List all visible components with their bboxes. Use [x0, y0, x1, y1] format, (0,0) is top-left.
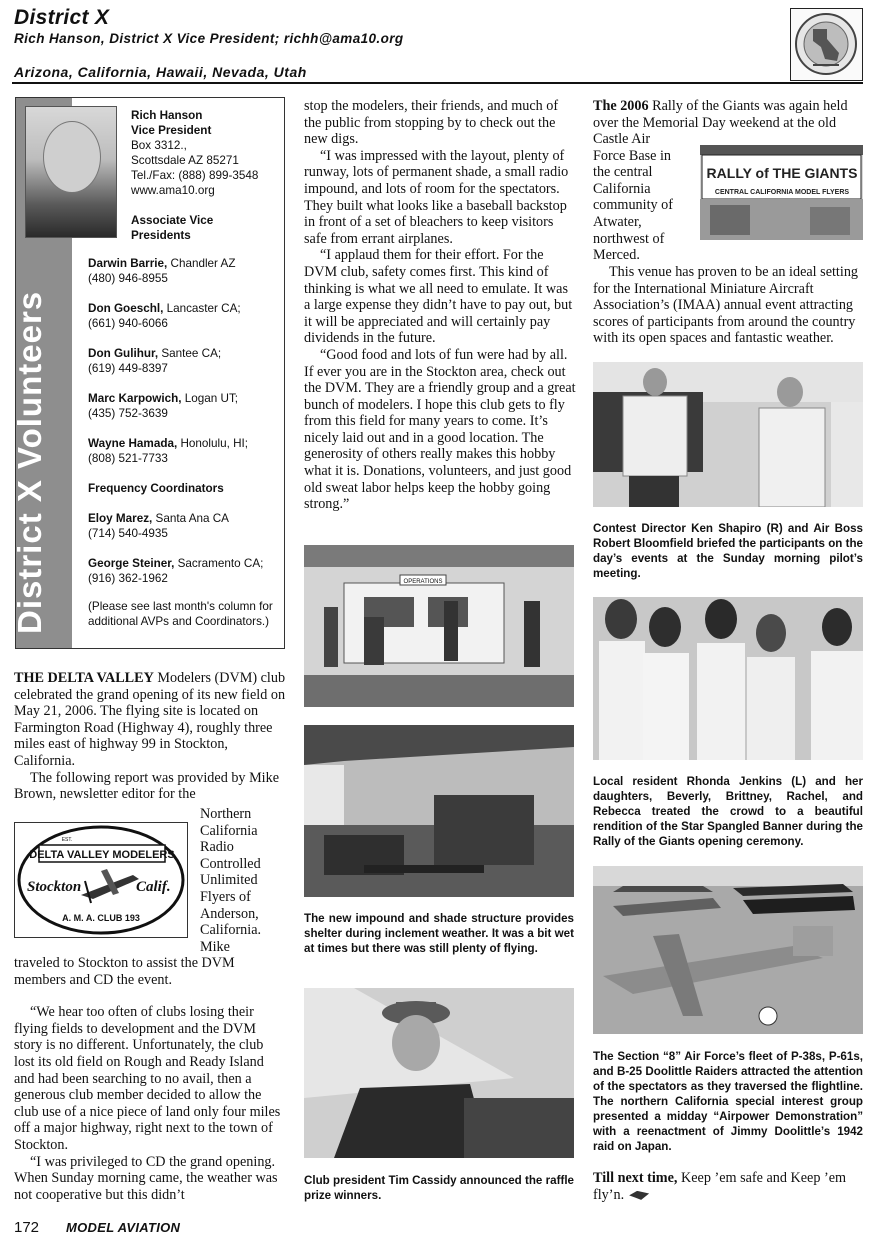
caption-pilots-meeting: Contest Director Ken Shapiro (R) and Air Boss Robert Bloomfield briefed the participants on the day’s events at the Sunday morning pilot’s meeting. — [593, 522, 863, 580]
article-column-1-cont — [14, 955, 286, 1203]
paragraph: traveled to Stockton to assist the DVM members and CD the event. — [14, 955, 235, 988]
volunteer-entry: Marc Karpowich, Logan UT; (435) 752-3639 — [88, 392, 239, 420]
club-logo — [14, 822, 188, 938]
article-column-3 — [593, 98, 865, 131]
shade-structure-photo — [304, 725, 574, 897]
paragraph: The following report was provided by Mike Brown, newsletter editor for the — [14, 769, 280, 803]
volunteer-list — [88, 256, 283, 629]
operations-sign: OPERATIONS — [403, 579, 443, 585]
rally-banner-text: RALLY of THE GIANTS — [706, 165, 858, 181]
volunteers-box — [11, 97, 285, 649]
volunteer-entry: George Steiner, Sacramento CA; (916) 362-1962 — [88, 557, 264, 585]
paragraph: stop the modelers, their friends, and much of the public from stopping by to check out the new digs. — [304, 98, 559, 148]
paragraph: The 2006 Rally of the Giants was again held over the Memorial Day weekend at the old — [593, 98, 848, 131]
volunteers-band-label: District X Volunteers — [11, 290, 48, 634]
paragraph: “I was privileged to CD the grand opening. When Sunday morning came, the weather was not cooperative but this didn’t — [14, 1153, 278, 1203]
club-logo-left: Stockton — [27, 879, 82, 895]
article-column-3-cont — [593, 264, 865, 347]
district-emblem-logo — [790, 8, 863, 81]
caption-impound: The new impound and shade structure provides shelter during inclement weather. It was a bit wet at times but there was still plenty of flying. — [304, 912, 574, 955]
operations-building-photo — [304, 545, 574, 707]
paragraph: “I applaud them for their effort. For the DVM club, safety comes first. This kind of thinking is what we all need to emulate. It was a large expense they didn’t have to pay out, but it will be appreciated and will certainly pay dividends in the future. — [304, 247, 573, 347]
paragraph: “Good food and lots of fun were had by all. If ever you are in the Stockton area, check out the DVM. They are a friendly group and a great bunch of modelers. I hope this club gets to fly from this field for many years to come. It’s nicely laid out and in a good location. The generosity of others really makes this hobby what it is. Donations, volunteers, and just good old sweat labor helps keep the hobby going strong.” — [304, 346, 576, 513]
closing-text: Keep ’em safe and Keep ’em fly’n. — [593, 1170, 847, 1203]
vp-title: Vice President — [131, 124, 212, 137]
pilots-meeting-photo — [593, 362, 863, 507]
volunteer-entry: Darwin Barrie, Chandler AZ (480) 946-8955 — [88, 257, 236, 285]
vp-website: www.ama10.org — [131, 184, 215, 197]
header-rule — [12, 82, 863, 84]
caption-aircraft-fleet: The Section “8” Air Force’s fleet of P-38s, P-61s, and B-25 Doolittle Raiders attracted the attention of the spectators as they traversed the flightline. The northern California special interest group presented a midday “Airpower Demonstration” with a reenactment of Jimmy Doolittle’s 1942 raid on Japan. — [593, 1050, 863, 1153]
vp-contact — [131, 108, 281, 243]
paragraph: “I was impressed with the layout, plenty of runway, lots of permanent shade, a small radio impound, and lots of room for the spectators. They built what looks like a baseball backstop in front of a set of bleachers to keep visitors safe from errant airplanes. — [304, 147, 569, 247]
closing-bold: Till next time, — [593, 1170, 678, 1186]
volunteer-note: (Please see last month's column for additional AVPs and Coordinators.) — [88, 600, 273, 628]
vp-phone: Tel./Fax: (888) 899-3548 — [131, 169, 259, 182]
club-president-photo — [304, 988, 574, 1158]
page-number: 172 — [14, 1219, 40, 1236]
closing-line — [593, 1170, 865, 1203]
magazine-name: MODEL AVIATION — [66, 1220, 181, 1235]
club-logo-right: Calif. — [136, 879, 171, 895]
club-logo-title: DELTA VALLEY MODELERS — [29, 849, 175, 861]
wrap-text: Castle Air Force Base in the central California community of Atwater, northwest of Merced. — [593, 131, 673, 264]
freq-heading: Frequency Coordinators — [88, 482, 224, 495]
ama-end-mark-icon — [629, 1191, 649, 1200]
article-column-2 — [304, 98, 576, 513]
column-byline: Rich Hanson, District X Vice President; richh@ama10.org — [14, 31, 404, 46]
vp-portrait-photo — [25, 106, 117, 238]
vp-address-line: Scottsdale AZ 85271 — [131, 154, 239, 167]
article-column-1 — [14, 670, 286, 803]
caption-singers: Local resident Rhonda Jenkins (L) and her daughters, Beverly, Brittney, Rachel, and Rebecca treated the crowd to a beautiful rendition of the Star Spangled Banner during the Rally of the Giants opening ceremony. — [593, 775, 863, 848]
rally-banner-subtext: CENTRAL CALIFORNIA MODEL FLYERS — [714, 189, 850, 196]
volunteer-entry: Don Gulihur, Santee CA; (619) 449-8397 — [88, 347, 222, 375]
paragraph: “We hear too often of clubs losing their flying fields to development and the DVM story is no different. Unfortunately, the club lost its old field on Rough and Ready Island and had been searching to no avail, then a generous club member decided to allow the club use of a nice piece of land only four miles off a major highway, right next to the town of Stockton. — [14, 1004, 281, 1153]
club-logo-bottom: A. M. A. CLUB 193 — [62, 913, 140, 923]
avp-heading: Associate Vice Presidents — [131, 214, 214, 242]
district-states: Arizona, California, Hawaii, Nevada, Utah — [14, 64, 307, 80]
volunteer-entry: Eloy Marez, Santa Ana CA (714) 540-4935 — [88, 512, 229, 540]
vp-name: Rich Hanson — [131, 109, 203, 122]
club-logo-est: EST. — [61, 837, 73, 843]
paragraph: THE DELTA VALLEY Modelers (DVM) club celebrated the grand opening of its new field on May 21, 2006. The flying site is located on Farmington Road (Highway 4), roughly three miles east of highway 99 in Stockton, California. — [14, 670, 286, 769]
caption-club-president: Club president Tim Cassidy announced the raffle prize winners. — [304, 1174, 574, 1202]
wrap-text: Northern California Radio Controlled Unlimited Flyers of Anderson, California. Mike — [200, 806, 262, 955]
lead-in: The 2006 — [593, 98, 649, 114]
paragraph: This venue has proven to be an ideal setting for the International Miniature Aircraft Association’s (IMAA) annual event attracting scores of participants from around the country with its open spaces and fantastic weather. — [593, 264, 859, 347]
aircraft-fleet-photo — [593, 866, 863, 1034]
lead-in: THE DELTA VALLEY — [14, 670, 154, 686]
vp-address-line: Box 3312., — [131, 139, 187, 152]
column-title: District X — [14, 6, 110, 29]
volunteer-entry: Don Goeschl, Lancaster CA; (661) 940-6066 — [88, 302, 241, 330]
volunteer-entry: Wayne Hamada, Honolulu, HI; (808) 521-7733 — [88, 437, 249, 465]
rally-banner-photo — [700, 145, 863, 240]
singers-photo — [593, 597, 863, 760]
